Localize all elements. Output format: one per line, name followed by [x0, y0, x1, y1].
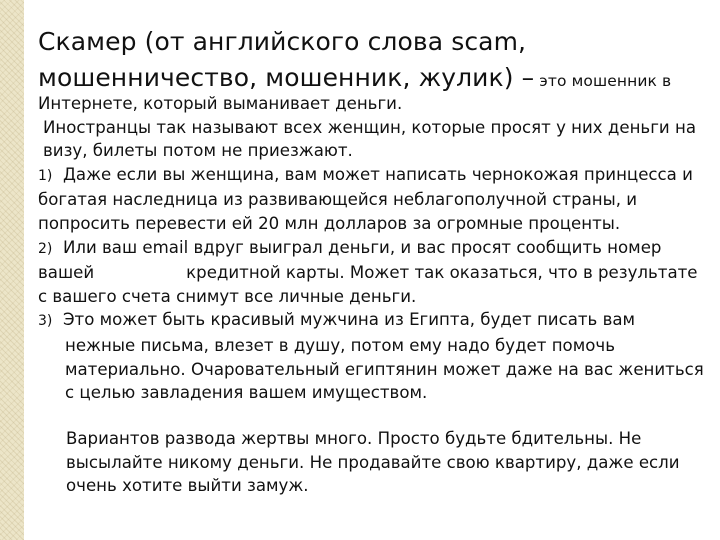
title-rest: это мошенник в [534, 72, 672, 90]
foreigners-paragraph: Иностранцы так называют всех женщин, которые просят у них деньги на визу, билеты потом не приезжают. [43, 117, 697, 161]
item-3-number: 3) [38, 313, 53, 330]
list-item-3 [38, 308, 708, 404]
closing-paragraph [66, 427, 696, 498]
slide-title [38, 24, 708, 99]
list-item-1 [38, 163, 708, 236]
closing-text: Вариантов развода жертвы много. Просто будьте бдительны. Не высылайте никому деньги. Не продавайте свою квартиру, даже если очень хотите выйти замуж. [66, 429, 680, 496]
slide-body [38, 92, 708, 405]
list-item-2 [38, 236, 708, 309]
item-2-number: 2) [38, 240, 53, 257]
decorative-side-stripe [0, 0, 24, 540]
definition-end: Интернете, который выманивает деньги. [38, 94, 403, 113]
item-1-text: Даже если вы женщина, вам может написать чернокожая принцесса и богатая наследница из развивающейся неблагополучной страны, и попросить перевести ей 20 млн долларов за огромные проценты. [38, 164, 693, 233]
title-main: Скамер (от английского слова scam, мошенничество, мошенник, жулик) – [38, 27, 535, 92]
item-3-text: Это может быть красивый мужчина из Египта, будет писать вам нежные письма, влезет в душу, потом ему надо будет помочь материально. Очаровательный египтянин может даже на вас жениться с целью завладения вашем имуществом. [62, 310, 704, 403]
item-2-text-b: кредитной карты. Может так оказаться, что в результате с вашего счета снимут все личные деньги. [38, 263, 698, 306]
item-1-number: 1) [38, 167, 53, 184]
item-2-text-a: Или ваш email вдруг выиграл деньги, и вас просят сообщить номер вашей [38, 237, 662, 283]
